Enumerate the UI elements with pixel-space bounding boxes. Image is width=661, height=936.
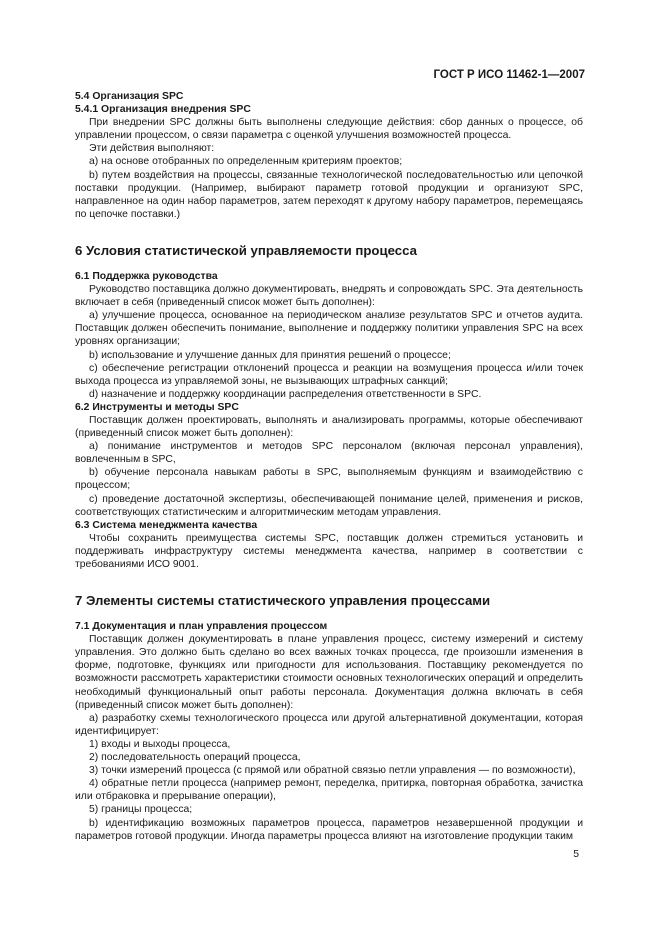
section-6-1-title: 6.1 Поддержка руководства: [75, 270, 218, 282]
list-item: а) на основе отобранных по определенным критериям проектов;: [89, 156, 403, 168]
list-item: b) использование и улучшение данных для принятия решений о процессе;: [89, 349, 451, 361]
list-item: b) идентификацию возможных параметров процесса, параметров незавершенной продукции и параметров готовой продукции. Иногда параметры процесса влияют на изготовление продукции таким: [75, 817, 583, 842]
paragraph: Поставщик должен документировать в плане управления процесс, систему измерений и систему управления. Это должно быть сделано во всех важных точках процесса, где произошли изменения в форме, подготовке, функциях или пригодности для использования. Поставщику рекомендуется по возможности рассмотреть характеристики стоимости основных технологических операций и определить необходимый функциональный опыт работы персонала. Документация должна включать в себя (приведенный список может быть дополнен):: [75, 634, 583, 711]
list-item: 4) обратные петли процесса (например ремонт, переделка, притирка, повторная обработка, зачистка или отбраковка и прерывание операции),: [75, 778, 583, 803]
list-item: а) понимание инструментов и методов SPC персоналом (включая персонал управления), вовлеченным в SPC,: [75, 441, 583, 466]
document-id: ГОСТ Р ИСО 11462-1—2007: [433, 69, 585, 81]
list-item: а) разработку схемы технологического процесса или другой альтернативной документации, которая идентифицирует:: [75, 712, 583, 737]
list-item: d) назначение и поддержку координации распределения ответственности в SPC.: [89, 388, 482, 400]
paragraph: При внедрении SPC должны быть выполнены следующие действия: сбор данных о процессе, об управлении процессом, о связи параметра с оценкой улучшения возможностей процесса.: [75, 117, 583, 142]
list-item: 2) последовательность операций процесса,: [89, 752, 301, 764]
paragraph: Эти действия выполняют:: [89, 143, 215, 155]
section-6-title: 6 Условия статистической управляемости процесса: [75, 242, 417, 258]
section-6-2-title: 6.2 Инструменты и методы SPC: [75, 401, 239, 413]
list-item: 1) входы и выходы процесса,: [89, 738, 231, 750]
section-7-1-title: 7.1 Документация и план управления процессом: [75, 621, 328, 633]
page-number: 5: [573, 849, 579, 860]
list-item: с) проведение достаточной экспертизы, обеспечивающей понимание целей, применения и рисков, соответствующих статистическим и алгоритмическим методам управления.: [75, 493, 583, 518]
paragraph: Руководство поставщика должно документировать, внедрять и сопровождать SPC. Эта деятельность включает в себя (приведенный список может быть дополнен):: [75, 284, 583, 309]
section-5-4-title: 5.4 Организация SPC: [75, 91, 184, 102]
list-item: b) обучение персонала навыкам работы в SPC, выполняемым функциям и взаимодействию с процессом;: [75, 467, 583, 492]
paragraph: Поставщик должен проектировать, выполнять и анализировать программы, которые обеспечивают (приведенный список может быть дополнен):: [75, 414, 583, 440]
paragraph: Чтобы сохранить преимущества системы SPC, поставщик должен стремиться установить и поддерживать инфраструктуру системы менеджмента качества, например в соответствии с требованиями ИСО 9001.: [75, 532, 583, 570]
list-item: 5) границы процесса;: [89, 804, 193, 816]
list-item: b) путем воздействия на процессы, связанные технологической последовательностью или цепочкой поставки продукции. (Например, выбирают параметр готовой продукции и организуют SPC, направленное на один набор параметров, затем переходят к другому набору параметров, перемещаясь по цепочке поставки.): [75, 169, 583, 220]
list-item: с) обеспечение регистрации отклонений процесса и реакции на возмущения процесса и/или точек выхода процесса из управляемой зоны, не вызывающих штрафных санкций;: [75, 362, 583, 387]
section-7-title: 7 Элементы системы статистического управления процессами: [75, 593, 491, 609]
section-6-3-title: 6.3 Система менеджмента качества: [75, 519, 258, 531]
section-5-4-1-title: 5.4.1 Организация внедрения SPC: [75, 104, 251, 116]
document-body: [75, 90, 583, 843]
list-item: 3) точки измерений процесса (с прямой или обратной связью петли управления — по возможности),: [89, 765, 576, 777]
list-item: а) улучшение процесса, основанное на периодическом анализе результатов SPC и отчетов аудита. Поставщик должен обеспечить понимание, выполнение и поддержку политики управления SPC на всех уровнях организации;: [75, 310, 583, 348]
